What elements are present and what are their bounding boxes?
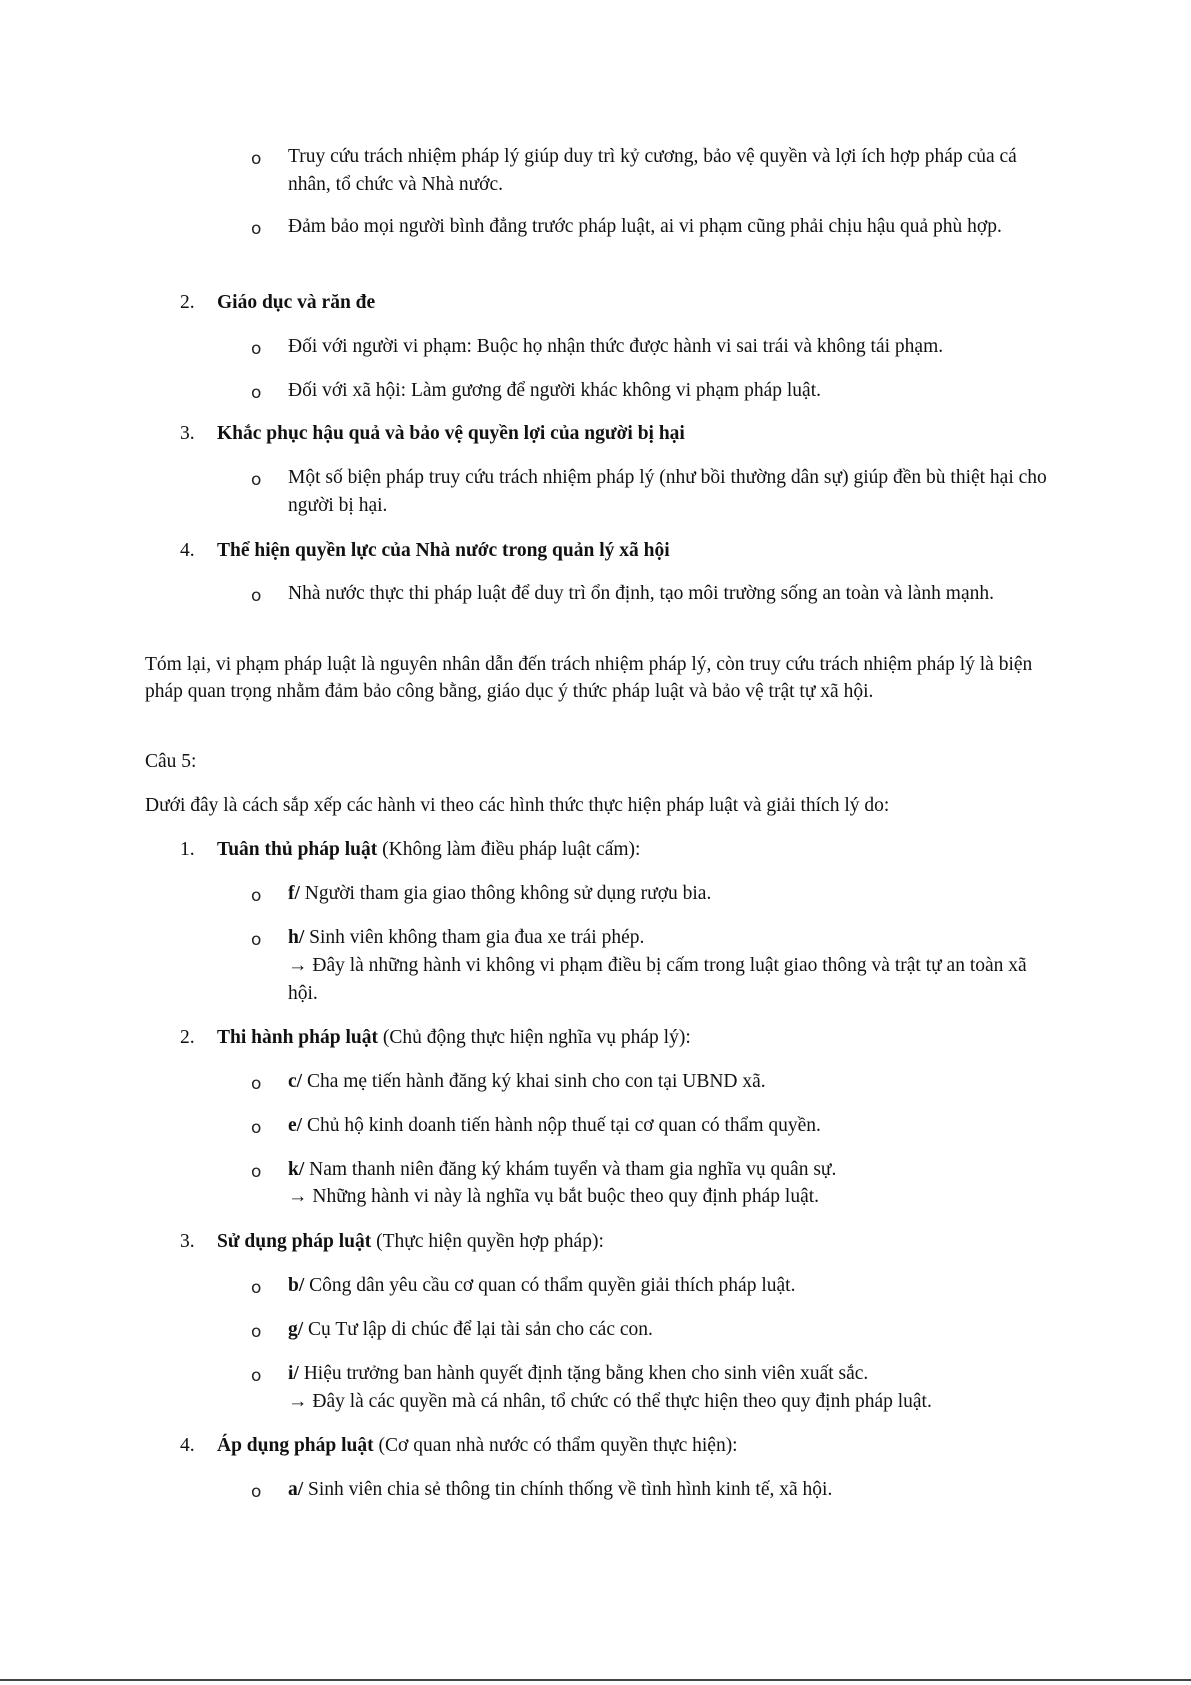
bullet-marker: o <box>251 383 262 403</box>
group-title: Thi hành pháp luật <box>217 1027 378 1048</box>
list-item <box>288 1272 1048 1300</box>
list-number: 4. <box>180 1435 195 1456</box>
item-code: i/ <box>288 1363 299 1384</box>
bullet-marker: o <box>251 1162 262 1182</box>
list-item: Đối với người vi phạm: Buộc họ nhận thức được hành vi sai trái và không tái phạm. <box>288 336 944 357</box>
item-text: Cha mẹ tiến hành đăng ký khai sinh cho con tại UBND xã. <box>302 1071 766 1092</box>
bullet-marker: o <box>251 149 262 169</box>
bullet-marker: o <box>251 1482 262 1502</box>
group-heading <box>217 1024 1037 1052</box>
group-description: (Cơ quan nhà nước có thẩm quyền thực hiện): <box>373 1435 738 1456</box>
section-heading <box>217 289 1037 317</box>
section-heading <box>217 420 1037 448</box>
section-title: Thể hiện quyền lực của Nhà nước trong quản lý xã hội <box>217 540 670 561</box>
group-description: (Không làm điều pháp luật cấm): <box>377 839 641 860</box>
bullet-marker: o <box>251 1118 262 1138</box>
item-code: c/ <box>288 1071 303 1092</box>
bullet-marker: o <box>251 470 262 490</box>
item-code: a/ <box>288 1479 304 1500</box>
bullet-marker: o <box>251 1278 262 1298</box>
bullet-marker: o <box>251 886 262 906</box>
item-text: Công dân yêu cầu cơ quan có thẩm quyền giải thích pháp luật. <box>304 1275 796 1296</box>
list-item <box>288 1068 1048 1096</box>
item-text: Sinh viên chia sẻ thông tin chính thống về tình hình kinh tế, xã hội. <box>303 1479 833 1500</box>
bullet-marker: o <box>251 930 262 950</box>
list-item <box>288 1112 1048 1140</box>
summary-paragraph: Tóm lại, vi phạm pháp luật là nguyên nhân dẫn đến trách nhiệm pháp lý, còn truy cứu trách nhiệm pháp lý là biện pháp quan trọng nhằm đảm bảo công bằng, giáo dục ý thức pháp luật và bảo vệ trật tự xã hội. <box>145 654 1033 702</box>
group-heading <box>217 1228 1037 1256</box>
list-item <box>288 1360 1048 1388</box>
section-title: Giáo dục và răn đe <box>217 292 376 313</box>
item-text: Cụ Tư lập di chúc để lại tài sản cho các con. <box>303 1319 653 1340</box>
list-item: Một số biện pháp truy cứu trách nhiệm pháp lý (như bồi thường dân sự) giúp đền bù thiệt hại cho người bị hại. <box>288 467 1047 516</box>
page-bottom-edge <box>0 1679 1191 1681</box>
bullet-marker: o <box>251 1366 262 1386</box>
section-title: Khắc phục hậu quả và bảo vệ quyền lợi của người bị hại <box>217 423 685 444</box>
item-text: Hiệu trưởng ban hành quyết định tặng bằng khen cho sinh viên xuất sắc. <box>298 1363 869 1384</box>
bullet-marker: o <box>251 586 262 606</box>
question-intro: Dưới đây là cách sắp xếp các hành vi theo các hình thức thực hiện pháp luật và giải thích lý do: <box>145 795 890 816</box>
list-item: Nhà nước thực thi pháp luật để duy trì ổn định, tạo môi trường sống an toàn và lành mạnh. <box>288 583 994 604</box>
bullet-marker: o <box>251 1322 262 1342</box>
explanation-note: → Đây là các quyền mà cá nhân, tổ chức có thể thực hiện theo quy định pháp luật. <box>288 1391 932 1412</box>
group-title: Tuân thủ pháp luật <box>217 839 378 860</box>
list-item: Đối với xã hội: Làm gương để người khác không vi phạm pháp luật. <box>288 380 821 401</box>
item-code: g/ <box>288 1319 304 1340</box>
bullet-marker: o <box>251 339 262 359</box>
list-number: 3. <box>180 423 195 444</box>
group-heading <box>217 1432 1037 1460</box>
explanation-note: → Những hành vi này là nghĩa vụ bắt buộc theo quy định pháp luật. <box>288 1186 820 1207</box>
group-title: Sử dụng pháp luật <box>217 1231 372 1252</box>
item-code: f/ <box>288 883 300 904</box>
list-item <box>288 924 1048 952</box>
group-description: (Thực hiện quyền hợp pháp): <box>371 1231 604 1252</box>
list-number: 2. <box>180 292 195 313</box>
item-text: Người tham gia giao thông không sử dụng rượu bia. <box>299 883 712 904</box>
list-item <box>288 1316 1048 1344</box>
list-item: Đảm bảo mọi người bình đẳng trước pháp luật, ai vi phạm cũng phải chịu hậu quả phù hợp. <box>288 216 1002 237</box>
section-heading <box>217 537 1037 565</box>
explanation-note: → Đây là những hành vi không vi phạm điều bị cấm trong luật giao thông và trật tự an toàn xã hội. <box>288 955 1027 1004</box>
list-item <box>288 1476 1048 1504</box>
item-text: Sinh viên không tham gia đua xe trái phép. <box>304 927 645 948</box>
item-code: b/ <box>288 1275 305 1296</box>
bullet-marker: o <box>251 1074 262 1094</box>
list-number: 4. <box>180 540 195 561</box>
bullet-marker: o <box>251 219 262 239</box>
group-description: (Chủ động thực hiện nghĩa vụ pháp lý): <box>377 1027 691 1048</box>
list-number: 1. <box>180 839 195 860</box>
item-text: Chủ hộ kinh doanh tiến hành nộp thuế tại cơ quan có thẩm quyền. <box>302 1115 821 1136</box>
list-item: Truy cứu trách nhiệm pháp lý giúp duy trì kỷ cương, bảo vệ quyền và lợi ích hợp pháp của cá nhân, tổ chức và Nhà nước. <box>288 146 1017 195</box>
list-number: 2. <box>180 1027 195 1048</box>
question-label: Câu 5: <box>145 751 197 772</box>
item-text: Nam thanh niên đăng ký khám tuyển và tham gia nghĩa vụ quân sự. <box>304 1159 837 1180</box>
list-item <box>288 1156 1048 1184</box>
list-item <box>288 880 1048 908</box>
group-heading <box>217 836 1037 864</box>
item-code: k/ <box>288 1159 305 1180</box>
item-code: e/ <box>288 1115 303 1136</box>
list-number: 3. <box>180 1231 195 1252</box>
group-title: Áp dụng pháp luật <box>217 1435 374 1456</box>
item-code: h/ <box>288 927 305 948</box>
